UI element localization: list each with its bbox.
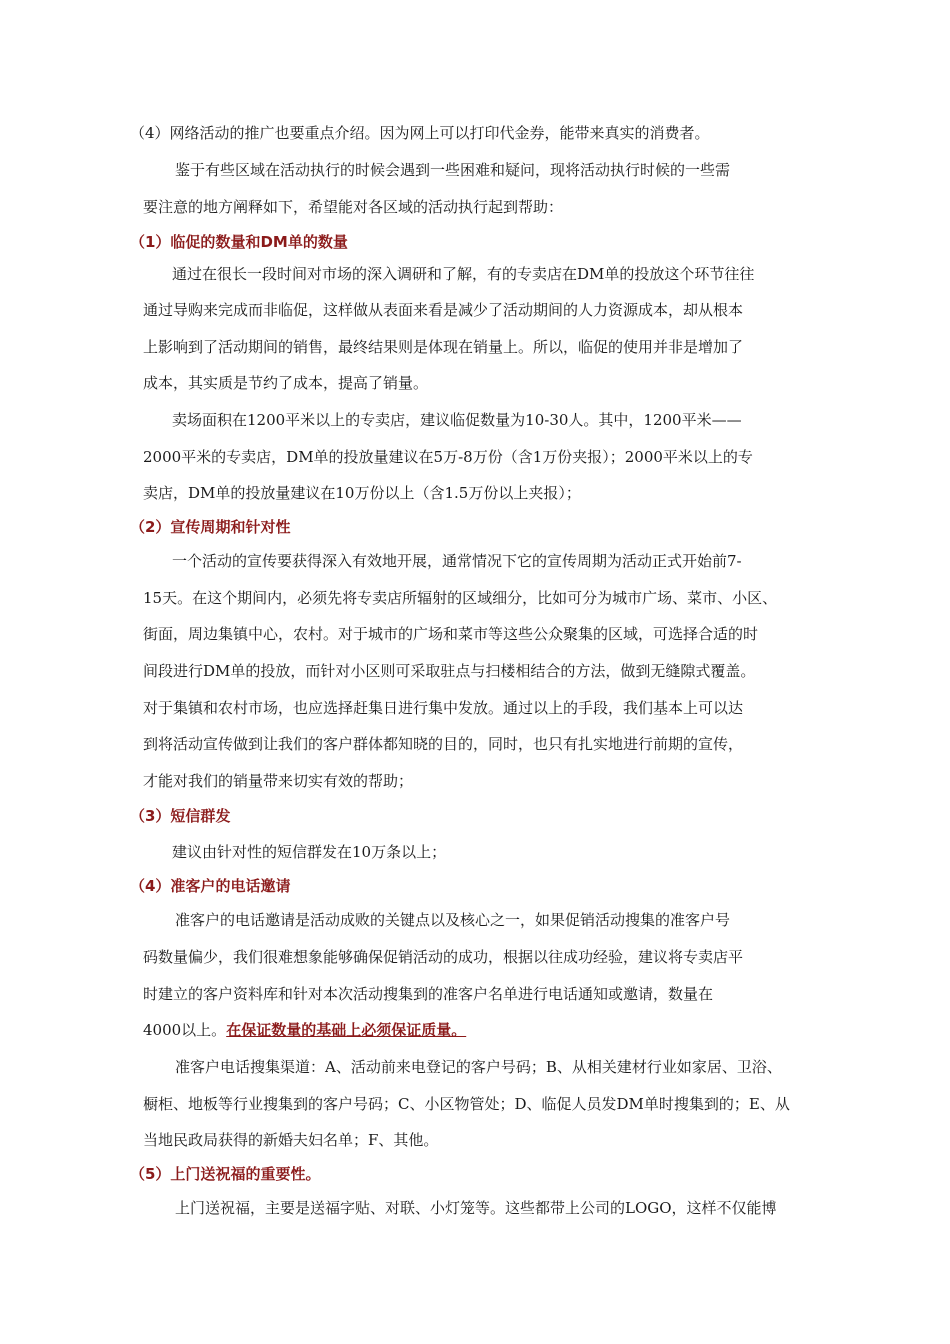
paragraph-line: 2000平米的专卖店，DM单的投放量建议在5万-8万份（含1万份夹报）；2000平米以上的专 bbox=[143, 448, 753, 466]
paragraph-line: 卖店，DM单的投放量建议在10万份以上（含1.5万份以上夹报）； bbox=[143, 484, 581, 502]
paragraph-line: 时建立的客户资料库和针对本次活动搜集到的准客户名单进行电话通知或邀请，数量在 bbox=[143, 985, 714, 1003]
paragraph-line: 上门送祝福，主要是送福字贴、对联、小灯笼等。这些都带上公司的LOGO，这样不仅能博 bbox=[175, 1199, 777, 1217]
paragraph-line: 卖场面积在1200平米以上的专卖店，建议临促数量为10-30人。其中，1200平米—— bbox=[172, 411, 742, 429]
paragraph-line: 橱柜、地板等行业搜集到的客户号码；C、小区物管处；D、临促人员发DM单时搜集到的；E、从 bbox=[143, 1095, 790, 1113]
paragraph-line: 建议由针对性的短信群发在10万条以上； bbox=[172, 843, 447, 861]
paragraph-line: 通过在很长一段时间对市场的深入调研和了解，有的专卖店在DM单的投放这个环节往往 bbox=[172, 265, 755, 283]
paragraph-line: 码数量偏少，我们很难想象能够确保促销活动的成功，根据以往成功经验，建议将专卖店平 bbox=[143, 948, 744, 966]
section-heading: （1）临促的数量和DM单的数量 bbox=[130, 233, 348, 251]
section-heading: （3）短信群发 bbox=[130, 807, 231, 825]
paragraph-line: 一个活动的宣传要获得深入有效地开展，通常情况下它的宣传周期为活动正式开始前7- bbox=[172, 552, 742, 570]
section-heading: （4）准客户的电话邀请 bbox=[130, 877, 291, 895]
paragraph-line: 当地民政局获得的新婚夫妇名单；F、其他。 bbox=[143, 1131, 439, 1149]
section-heading: （5）上门送祝福的重要性。 bbox=[130, 1165, 321, 1183]
intro-line: （4）网络活动的推广也要重点介绍。因为网上可以打印代金券，能带来真实的消费者。 bbox=[130, 124, 710, 142]
emphasis-text: 在保证数量的基础上必须保证质量。 bbox=[226, 1021, 467, 1039]
paragraph-text: 4000以上。 bbox=[143, 1021, 227, 1039]
paragraph-line: 准客户的电话邀请是活动成败的关键点以及核心之一，如果促销活动搜集的准客户号 bbox=[175, 911, 731, 929]
paragraph-line: 对于集镇和农村市场，也应选择赶集日进行集中发放。通过以上的手段，我们基本上可以达 bbox=[143, 699, 744, 717]
paragraph-line: 准客户电话搜集渠道：A、活动前来电登记的客户号码；B、从相关建材行业如家居、卫浴、 bbox=[175, 1058, 782, 1076]
paragraph-line: 上影响到了活动期间的销售，最终结果则是体现在销量上。所以，临促的使用并非是增加了 bbox=[143, 338, 744, 356]
paragraph-line: 成本，其实质是节约了成本，提高了销量。 bbox=[143, 374, 429, 392]
paragraph-line: 要注意的地方阐释如下，希望能对各区域的活动执行起到帮助： bbox=[143, 198, 564, 216]
paragraph-line: 到将活动宣传做到让我们的客户群体都知晓的目的，同时，也只有扎实地进行前期的宣传， bbox=[143, 735, 744, 753]
paragraph-line: 通过导购来完成而非临促，这样做从表面来看是减少了活动期间的人力资源成本，却从根本 bbox=[143, 301, 744, 319]
paragraph-line-with-emphasis bbox=[143, 1020, 466, 1040]
paragraph-line: 鉴于有些区域在活动执行的时候会遇到一些困难和疑问，现将活动执行时候的一些需 bbox=[175, 161, 731, 179]
paragraph-line: 街面，周边集镇中心，农村。对于城市的广场和菜市等这些公众聚集的区域，可选择合适的时 bbox=[143, 625, 759, 643]
paragraph-line: 间段进行DM单的投放，而针对小区则可采取驻点与扫楼相结合的方法，做到无缝隙式覆盖。 bbox=[143, 662, 756, 680]
paragraph-line: 才能对我们的销量带来切实有效的帮助； bbox=[143, 772, 414, 790]
paragraph-line: 15天。在这个期间内，必须先将专卖店所辐射的区域细分，比如可分为城市广场、菜市、小区、 bbox=[143, 589, 778, 607]
section-heading: （2）宣传周期和针对性 bbox=[130, 518, 291, 536]
